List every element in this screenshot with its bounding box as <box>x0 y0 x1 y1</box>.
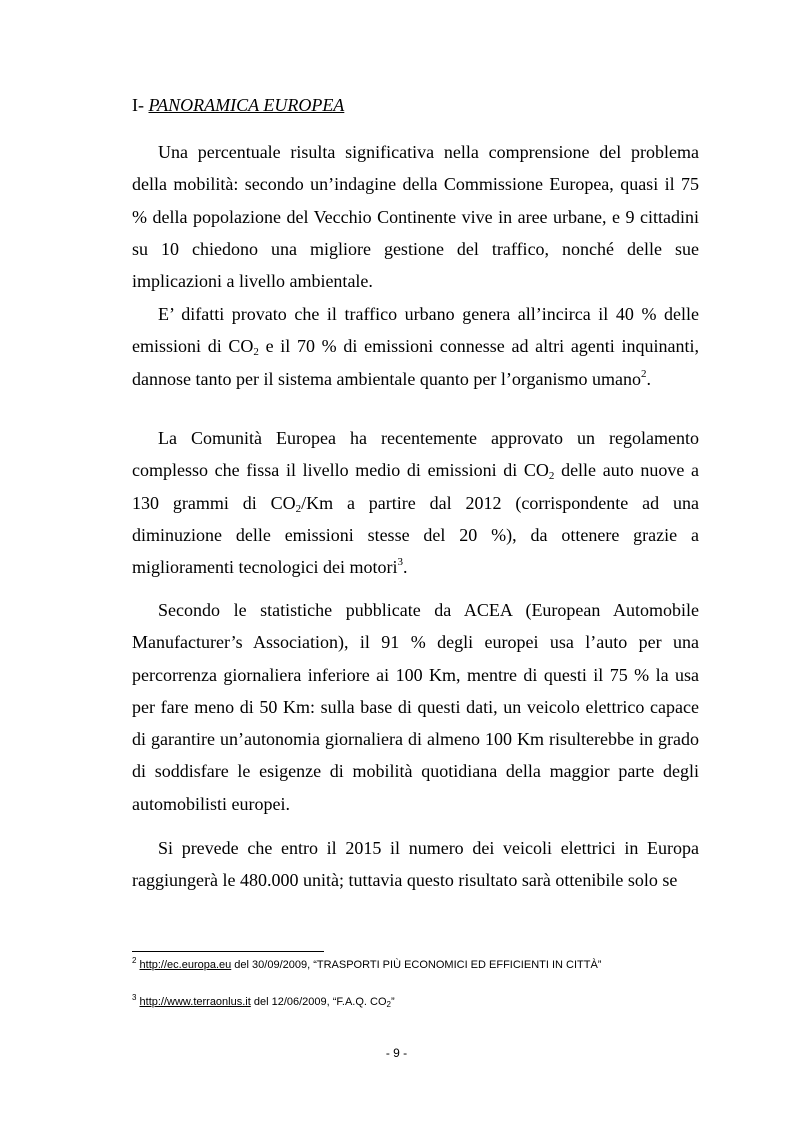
footnote-divider <box>132 951 324 952</box>
paragraph-3 <box>132 422 699 583</box>
footnote-number: 3 <box>132 993 137 1002</box>
paragraph-3-text-c: /Km a partire dal 2012 (corrispondente ad una diminuzione delle emissioni stesse del 20 %), da ottenere grazie a miglioramenti tecnologici dei motori <box>132 492 699 578</box>
subscript: 2 <box>548 470 555 483</box>
subscript: 2 <box>295 502 302 515</box>
paragraph-2 <box>132 298 699 395</box>
paragraph-1 <box>132 136 699 297</box>
paragraph-2-text-b: e il 70 % di emissioni connesse ad altri agenti inquinanti, dannose tanto per il sistema ambientale quanto per l’organismo umano <box>132 336 699 389</box>
paragraph-3-text-b: delle auto nuove a 130 grammi di CO <box>132 460 699 513</box>
paragraph-4 <box>132 594 699 820</box>
footnote-number: 2 <box>132 956 137 965</box>
footnote-text: del 12/06/2009, “F.A.Q. CO <box>250 996 387 1008</box>
paragraph-4-text: Secondo le statistiche pubblicate da ACEA (European Automobile Manufacturer’s Association), il 91 % degli europei usa l’auto per una percorrenza giornaliera inferiore ai 100 Km, mentre di questi il 75 % la usa per fare meno di 50 Km: sulla base di questi dati, un veicolo elettrico capace di garantire un’autonomia giornaliera di almeno 100 Km risulterebbe in grado di soddisfare le esigenze di mobilità quotidiana della maggior parte degli automobilisti europei. <box>132 600 699 814</box>
section-heading <box>132 94 344 116</box>
subscript: 2 <box>253 346 259 359</box>
paragraph-2-end: . <box>646 368 652 389</box>
paragraph-5-text: Si prevede che entro il 2015 il numero dei veicoli elettrici in Europa raggiungerà le 480.000 unità; tuttavia questo risultato sarà ottenibile solo se <box>132 838 699 891</box>
footnote-2 <box>132 958 601 972</box>
section-prefix: I- <box>132 95 149 115</box>
paragraph-2-text-a: E’ difatti provato che il traffico urbano genera all’incirca il 40 % delle emissioni di CO <box>132 304 699 357</box>
subscript: 2 <box>386 1000 391 1009</box>
footnote-ref-2[interactable]: 2 <box>641 367 647 380</box>
footnote-link[interactable]: http://www.terraonlus.it <box>139 996 251 1008</box>
paragraph-3-end: . <box>402 557 408 578</box>
footnote-text: del 30/09/2009, “TRASPORTI PIÙ ECONOMICI ED EFFICIENTI IN CITTÀ” <box>231 959 602 971</box>
footnote-ref-3[interactable]: 3 <box>397 556 403 569</box>
paragraph-5 <box>132 832 699 897</box>
footnote-link[interactable]: http://ec.europa.eu <box>139 959 232 971</box>
section-title: PANORAMICA EUROPEA <box>148 95 345 115</box>
paragraph-1-text: Una percentuale risulta significativa nella comprensione del problema della mobilità: secondo un’indagine della Commissione Europea, quasi il 75 % della popolazione del Vecchio Continente vive in aree urbane, e 9 cittadini su 10 chiedono una migliore gestione del traffico, nonché delle sue implicazioni a livello ambientale. <box>132 142 699 292</box>
page-number: - 9 - <box>385 1046 408 1060</box>
footnote-3 <box>132 995 395 1009</box>
paragraph-3-text-a: La Comunità Europea ha recentemente approvato un regolamento complesso che fissa il livello medio di emissioni di CO <box>132 428 699 481</box>
footnote-end: ” <box>391 996 395 1008</box>
